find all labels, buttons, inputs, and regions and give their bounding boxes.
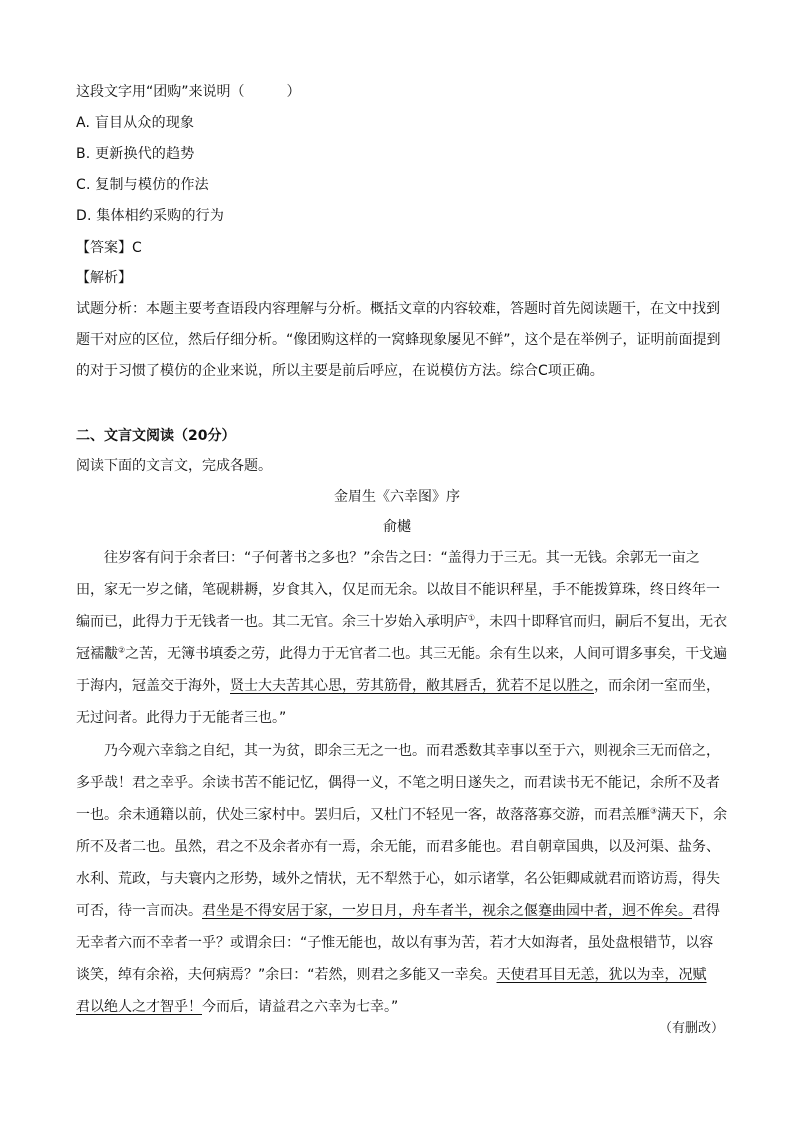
passage-line <box>76 676 724 696</box>
edit-note: （有删改） <box>658 1021 724 1036</box>
passage-line <box>76 901 724 921</box>
section-instruction: 阅读下面的文言文，完成各题。 <box>76 458 272 474</box>
passage-line: 无过问者。此得力于无能者三也。” <box>76 710 287 726</box>
underlined-sentence: 君坐是不得安居于家，一岁日月，舟车者半，视余之偃蹇曲园中者，迥不侔矣。 <box>202 903 692 919</box>
passage-author: 俞樾 <box>383 519 411 535</box>
passage-text: 冠襦黻 <box>76 646 118 662</box>
underlined-sentence: 君以绝人之才智乎！ <box>76 999 202 1015</box>
passage-line: 无幸者六而不幸者一乎？或谓余曰：“子惟无能也，故以有事为苦，若才大如海者，虽处盘根错节，以容 <box>76 935 714 951</box>
underlined-sentence: 天使君耳目无恙，犹以为幸，况赋 <box>496 967 707 983</box>
footnote-mark: ③ <box>650 806 658 816</box>
passage-text: 于海内，冠盖交于海外， <box>76 678 230 694</box>
passage-line <box>76 805 728 825</box>
passage-line: 所不及者二也。虽然，君之不及余者亦有一焉，余无能，而君多能也。君自朝章国典，以及河渠、盐务、 <box>76 839 720 855</box>
passage-text: 君得 <box>692 903 720 919</box>
passage-text: 一也。余未通籍以前，伏处三家村中。罢归后，又杜门不轻见一客，故落落寡交游，而君羔雁 <box>76 807 650 823</box>
footnote-mark: ① <box>468 613 476 623</box>
analysis-line: 题干对应的区位，然后仔细分析。“像团购这样的一窝蜂现象屡见不鲜”，这个是在举例子，证明前面提到 <box>76 332 721 348</box>
passage-line: 往岁客有问于余者曰：“子何著书之多也？”余告之曰：“盖得力于三无。其一无钱。余郭无一亩之 <box>104 550 700 566</box>
passage-text: ，而余闭一室而坐， <box>594 678 720 694</box>
passage-line <box>76 997 724 1017</box>
option-a[interactable]: A. 盲目从众的现象 <box>76 115 195 131</box>
passage-text: 可否，待一言而决。 <box>76 903 202 919</box>
passage-line: 田，家无一岁之储，笔砚耕耨，岁食其入，仅足而无余。以故目不能识秤星，手不能拨算珠，终日终年一 <box>76 582 720 598</box>
passage-text: 今而后，请益君之六幸为七幸。” <box>202 999 399 1015</box>
passage-text: 编而已，此得力于无钱者一也。其二无官。余三十岁始入承明庐 <box>76 614 468 630</box>
passage-line <box>76 612 728 632</box>
passage-text: ，未四十即释官而归，嗣后不复出，无衣 <box>475 614 728 630</box>
passage-line: 乃今观六幸翁之自纪，其一为贫，即余三无之一也。而君悉数其幸事以至于六，则视余三无而倍之， <box>104 743 720 759</box>
passage-line: 水利、荒政，与夫寰内之形势，域外之情状，无不犁然于心，如示诸掌，名公钜卿咸就君而谘访焉，得失 <box>76 871 720 887</box>
option-b[interactable]: B. 更新换代的趋势 <box>76 146 195 162</box>
option-d[interactable]: D. 集体相约采购的行为 <box>76 208 225 224</box>
passage-text: 之苦，无簿书填委之劳，此得力于无官者二也。其三无能。余有生以来，人间可谓多事矣，干戈遍 <box>125 646 728 662</box>
question-stem: 这段文字用“团购”来说明（ ） <box>76 84 301 100</box>
underlined-sentence: 贤士大夫苦其心思，劳其筋骨，敝其唇舌，犹若不足以胜之 <box>230 678 594 694</box>
section-heading: 二、文言文阅读（20分） <box>76 428 236 444</box>
option-c[interactable]: C. 复制与模仿的作法 <box>76 177 209 193</box>
footnote-mark: ② <box>118 645 126 655</box>
analysis-line: 的对于习惯了模仿的企业来说，所以主要是前后呼应，在说模仿方法。综合C项正确。 <box>76 363 604 379</box>
analysis-line: 试题分析：本题主要考查语段内容理解与分析。概括文章的内容较难，答题时首先阅读题干，在文中找到 <box>76 301 720 317</box>
answer-label: 【答案】C <box>76 240 142 256</box>
passage-text: 满天下，余 <box>657 807 728 823</box>
passage-line <box>76 965 724 985</box>
passage-title: 金眉生《六幸图》序 <box>334 489 460 505</box>
passage-line: 多乎哉！君之幸乎。余读书苦不能记忆，偶得一义，不笔之明日遂失之，而君读书无不能记，余所不及者 <box>76 775 720 791</box>
passage-line <box>76 644 728 664</box>
passage-text: 谈笑，绰有余裕，夫何病焉？”余曰：“若然，则君之多能又一幸矣。 <box>76 967 497 983</box>
analysis-label: 【解析】 <box>76 270 132 286</box>
